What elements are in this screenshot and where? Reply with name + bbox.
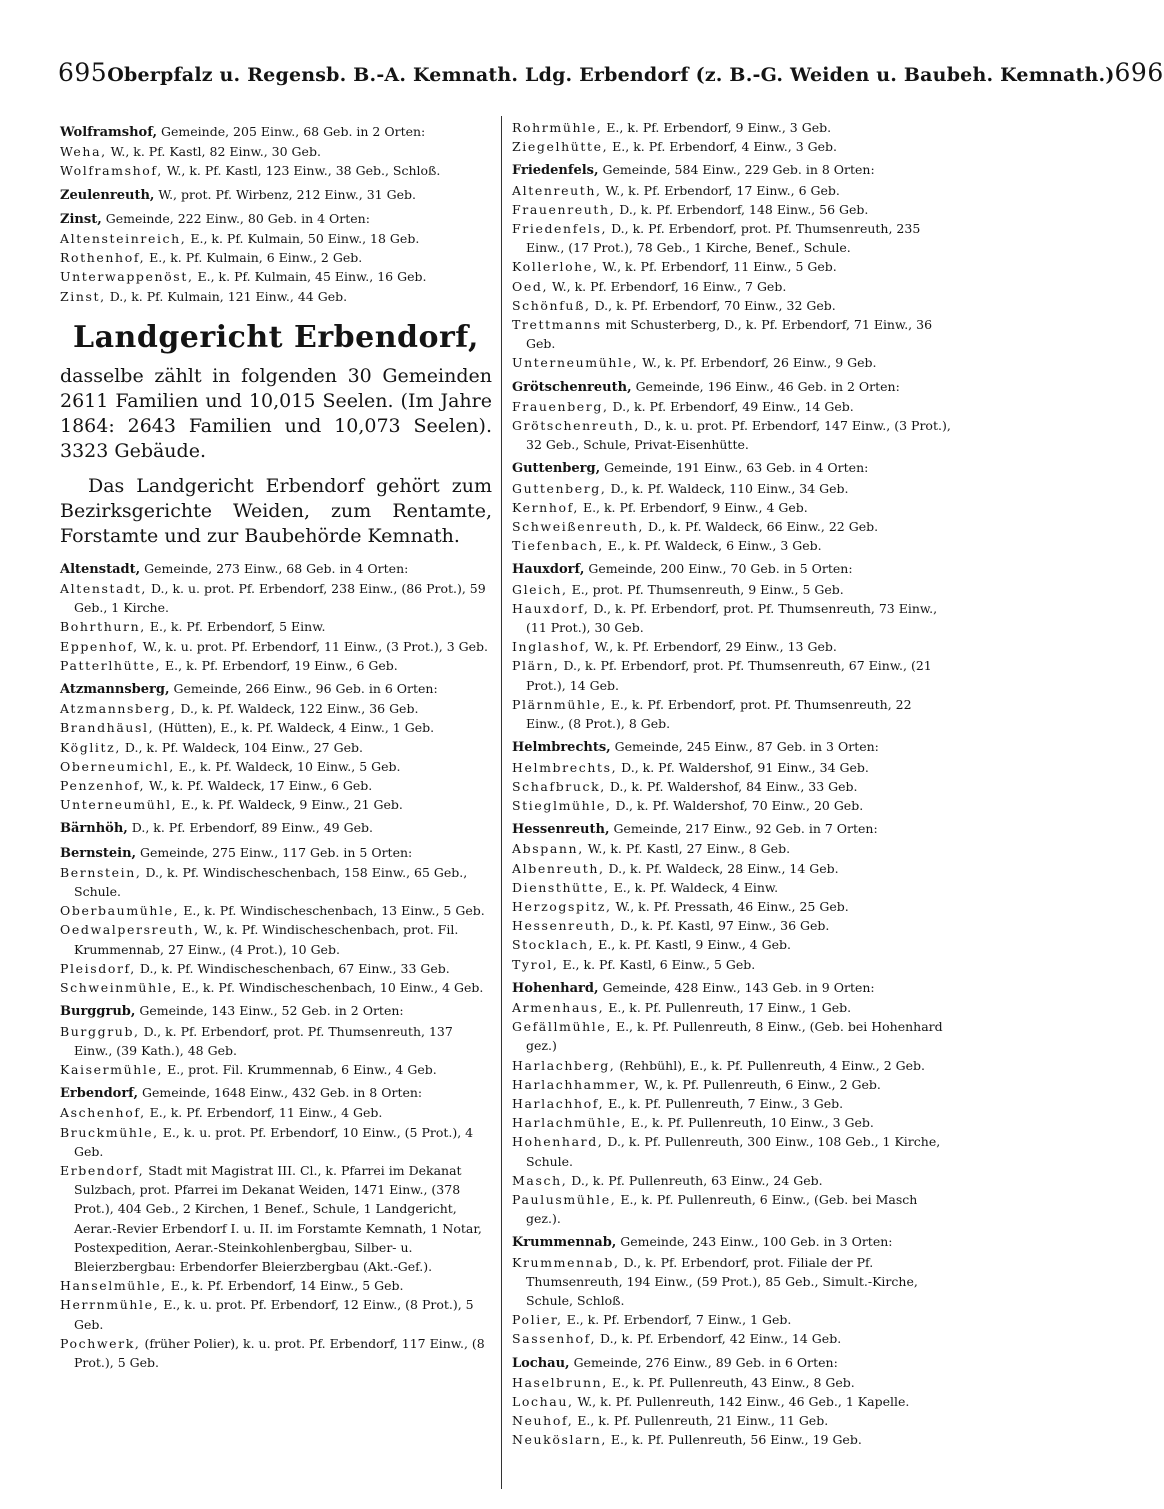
place-entry xyxy=(60,142,492,161)
place-name: Herzogspitz, xyxy=(512,898,612,914)
entry-details: (Hütten), E., k. Pf. Waldeck, 4 Einw., 1 Geb. xyxy=(154,720,435,736)
municipality-entry xyxy=(512,978,952,998)
place-name: Zeulenreuth, xyxy=(60,187,155,203)
place-name: Gleich, xyxy=(512,581,568,597)
municipality-entry xyxy=(512,160,952,180)
place-name: Harlachhof, xyxy=(512,1095,605,1111)
entry-details: E., k. Pf. Erbendorf, prot. Pf. Thumsenreuth, 22 Einw., (8 Prot.), 8 Geb. xyxy=(526,696,912,732)
place-entry xyxy=(60,1060,492,1079)
place-name: Gefällmühle, xyxy=(512,1019,612,1035)
place-entry xyxy=(60,161,492,180)
place-entry xyxy=(512,897,952,916)
place-name: Harlachberg, xyxy=(512,1057,616,1073)
place-entry xyxy=(512,1113,952,1132)
place-name: Pleisdorf, xyxy=(60,960,136,976)
place-name: Bohrthurn, xyxy=(60,619,146,635)
entry-details: D., k. Pf. Windischeschenbach, 158 Einw., 65 Geb., Schule. xyxy=(74,864,468,900)
place-entry xyxy=(512,1171,952,1190)
entry-details: E., k. Pf. Pullenreuth, 7 Einw., 3 Geb. xyxy=(604,1095,844,1111)
page-number-left: 695 xyxy=(58,58,108,87)
place-entry xyxy=(60,863,492,901)
place-entry xyxy=(60,248,492,267)
place-name: Pochwerk, xyxy=(60,1335,141,1351)
entry-details: (früher Polier), k. u. prot. Pf. Erbendorf, 117 Einw., (8 Prot.), 5 Geb. xyxy=(74,1335,485,1370)
place-name: Herrnmühle, xyxy=(60,1297,160,1313)
entry-details: W., k. Pf. Pullenreuth, 142 Einw., 46 Geb., 1 Kapelle. xyxy=(573,1394,910,1409)
place-entry xyxy=(60,579,492,617)
place-entry xyxy=(512,656,952,694)
place-name: Krummennab, xyxy=(512,1235,617,1251)
left-column xyxy=(60,118,492,1491)
place-name: Eppenhof, xyxy=(60,638,139,654)
entry-details: D., k. Pf. Waldeck, 104 Einw., 27 Geb. xyxy=(120,739,363,755)
entry-details: Gemeinde, 276 Einw., 89 Geb. in 6 Orten: xyxy=(569,1354,838,1370)
place-entry xyxy=(60,1295,492,1333)
place-name: Wolframshof, xyxy=(60,163,163,179)
place-name: Erbendorf, xyxy=(60,1162,145,1178)
entry-details: Gemeinde, 275 Einw., 117 Geb. in 5 Orten: xyxy=(136,844,413,860)
place-entry xyxy=(512,257,952,276)
place-name: Köglitz, xyxy=(60,739,121,755)
place-entry xyxy=(512,1075,952,1094)
place-name: Tiefenbach, xyxy=(512,538,604,554)
place-entry xyxy=(60,901,492,920)
place-name: Zinst, xyxy=(60,211,102,227)
entry-details: Gemeinde, 217 Einw., 92 Geb. in 7 Orten: xyxy=(609,821,878,837)
municipality-entry xyxy=(60,1001,492,1021)
entry-details: W., k. Pf. Windischeschenbach, prot. Fil. Krummennab, 27 Einw., (4 Prot.), 10 Geb. xyxy=(74,922,459,957)
place-entry xyxy=(512,599,952,637)
entry-details: Gemeinde, 243 Einw., 100 Geb. in 3 Orten: xyxy=(616,1234,893,1250)
place-name: Harlachhammer, xyxy=(512,1076,641,1092)
place-entry xyxy=(512,637,952,656)
place-name: Inglashof, xyxy=(512,639,591,655)
place-name: Ziegelhütte, xyxy=(512,139,609,155)
place-name: Brandhäusl, xyxy=(60,720,155,736)
intro-paragraph: Das Landgericht Erbendorf gehört zum Bezirksgerichte Weiden, zum Rentamte, Forstamte und zur Baubehörde Kemnath. xyxy=(60,474,492,547)
entry-details: W., k. u. prot. Pf. Erbendorf, 11 Einw., (3 Prot.), 3 Geb. xyxy=(138,638,488,654)
municipality-entry xyxy=(60,559,492,579)
entry-details: Gemeinde, 196 Einw., 46 Geb. in 2 Orten: xyxy=(631,378,900,394)
entry-details: D., k. Pf. Erbendorf, prot. Pf. Thumsenreuth, 73 Einw., (11 Prot.), 30 Geb. xyxy=(526,600,938,636)
entry-details: E., k. u. prot. Pf. Erbendorf, 12 Einw., (8 Prot.), 5 Geb. xyxy=(74,1297,474,1332)
municipality-entry xyxy=(60,185,492,205)
entry-details: Gemeinde, 143 Einw., 52 Geb. in 2 Orten: xyxy=(135,1003,404,1019)
place-entry xyxy=(512,1392,952,1411)
entry-details: D., k. Pf. Waldeck, 110 Einw., 34 Geb. xyxy=(606,480,849,496)
place-name: Abspann, xyxy=(512,841,584,857)
place-entry xyxy=(60,1161,492,1276)
place-entry xyxy=(60,738,492,757)
place-entry xyxy=(60,656,492,675)
place-name: Stieglmühle, xyxy=(512,797,612,813)
entry-details: E., k. Pf. Kulmain, 45 Einw., 16 Geb. xyxy=(193,269,427,285)
place-name: Penzenhof, xyxy=(60,778,146,794)
entry-details: E., k. Pf. Windischeschenbach, 13 Einw., 5 Geb. xyxy=(179,903,485,919)
entry-details: D., k. Pf. Windischeschenbach, 67 Einw., 33 Geb. xyxy=(135,960,450,976)
place-name: Harlachmühle, xyxy=(512,1115,627,1131)
entry-details: D., k. Pf. Waldeck, 122 Einw., 36 Geb. xyxy=(176,701,419,717)
place-name: Kernhof, xyxy=(512,499,579,515)
place-name: Oberneumichl, xyxy=(60,758,175,774)
municipality-entry xyxy=(512,737,952,757)
municipality-entry xyxy=(512,559,952,579)
entry-details: D., k. u. prot. Pf. Erbendorf, 147 Einw., (3 Prot.), 32 Geb., Schule, Privat-Eisenhütte. xyxy=(526,418,951,453)
page-number-right: 696 xyxy=(1114,58,1164,87)
entry-details: W., k. Pf. Kastl, 123 Einw., 38 Geb., Schloß. xyxy=(162,163,441,179)
place-name: Frauenberg, xyxy=(512,398,609,414)
place-entry xyxy=(512,397,952,416)
municipality-entry xyxy=(512,458,952,478)
municipality-entry xyxy=(512,377,952,397)
entry-details: W., k. Pf. Erbendorf, 17 Einw., 6 Geb. xyxy=(601,182,840,198)
municipality-entry xyxy=(60,209,492,229)
place-name: Hauxdorf, xyxy=(512,562,585,578)
entry-details: E., k. Pf. Erbendorf, 9 Einw., 3 Geb. xyxy=(602,120,832,135)
entry-details: W., k. Pf. Kastl, 82 Einw., 30 Geb. xyxy=(106,144,321,160)
place-name: Unterneumühle, xyxy=(512,355,639,371)
place-name: Helmbrechts, xyxy=(512,740,611,756)
place-name: Atzmannsberg, xyxy=(60,701,177,717)
entry-details: W., k. Pf. Erbendorf, 26 Einw., 9 Geb. xyxy=(638,355,877,371)
entry-details: D., k. Pf. Erbendorf, prot. Pf. Thumsenreuth, 137 Einw., (39 Kath.), 48 Geb. xyxy=(74,1023,453,1058)
entry-details: Gemeinde, 1648 Einw., 432 Geb. in 8 Orten: xyxy=(138,1085,423,1101)
place-entry xyxy=(512,353,952,372)
entry-details: (Rehbühl), E., k. Pf. Pullenreuth, 4 Einw., 2 Geb. xyxy=(615,1057,925,1073)
place-entry xyxy=(512,277,952,296)
entry-details: E., k. Pf. Pullenreuth, 10 Einw., 3 Geb. xyxy=(626,1115,874,1131)
entry-details: D., k. Pf. Erbendorf, 42 Einw., 14 Geb. xyxy=(596,1331,842,1347)
place-entry xyxy=(60,617,492,636)
place-entry xyxy=(60,757,492,776)
place-name: Plärnmühle, xyxy=(512,696,607,712)
place-name: Hessenreuth, xyxy=(512,822,610,838)
place-entry xyxy=(512,118,952,137)
entry-details: W., k. Pf. Pullenreuth, 6 Einw., 2 Geb. xyxy=(640,1076,881,1092)
place-name: Hohenhard, xyxy=(512,980,599,996)
place-entry xyxy=(512,916,952,935)
place-name: Stocklach, xyxy=(512,937,595,953)
entry-details: E., k. Pf. Pullenreuth, 8 Einw., (Geb. bei Hohenhard gez.) xyxy=(526,1019,943,1054)
place-entry xyxy=(512,1132,952,1170)
place-name: Hauxdorf, xyxy=(512,600,590,616)
place-name: Trettmanns xyxy=(512,317,602,333)
place-entry xyxy=(60,229,492,248)
place-name: Schweinmühle, xyxy=(60,980,178,996)
right-column xyxy=(512,118,952,1491)
entry-details: W., k. Pf. Erbendorf, 29 Einw., 13 Geb. xyxy=(590,639,837,655)
place-name: Bruckmühle, xyxy=(60,1124,159,1140)
entry-details: E., k. Pf. Windischeschenbach, 10 Einw., 4 Geb. xyxy=(177,980,484,996)
place-name: Zinst, xyxy=(60,288,106,304)
entry-details: E., k. Pf. Erbendorf, 19 Einw., 6 Geb. xyxy=(161,657,398,673)
place-name: Neuköslarn, xyxy=(512,1432,607,1448)
entry-details: D., k. Pf. Waldershof, 70 Einw., 20 Geb. xyxy=(611,797,864,813)
entry-details: D., k. Pf. Erbendorf, 148 Einw., 56 Geb. xyxy=(615,201,869,217)
entry-details: D., k. Pf. Waldershof, 91 Einw., 34 Geb. xyxy=(617,759,869,775)
running-title: Oberpfalz u. Regensb. B.-A. Kemnath. Ldg. Erbendorf (z. B.-G. Weiden u. Baubeh. Kemnath.) xyxy=(107,64,1115,86)
entry-details: E., k. Pf. Kastl, 9 Einw., 4 Geb. xyxy=(594,937,791,953)
place-name: Kaisermühle, xyxy=(60,1061,164,1077)
entry-details: W., k. Pf. Pressath, 46 Einw., 25 Geb. xyxy=(611,898,849,914)
place-entry xyxy=(512,695,952,733)
place-name: Plärn, xyxy=(512,658,560,674)
place-entry xyxy=(512,416,952,454)
place-name: Armenhaus, xyxy=(512,999,605,1015)
entry-details: D., k. Pf. Erbendorf, 49 Einw., 14 Geb. xyxy=(608,398,854,414)
entry-details: W., prot. Pf. Wirbenz, 212 Einw., 31 Geb. xyxy=(154,186,416,202)
entry-details: E., k. Pf. Erbendorf, 5 Einw. xyxy=(145,619,326,635)
place-entry xyxy=(60,287,492,306)
place-entry xyxy=(512,1056,952,1075)
place-entry xyxy=(60,959,492,978)
place-entry xyxy=(512,137,952,156)
page-header xyxy=(58,58,1164,94)
entry-details: Gemeinde, 266 Einw., 96 Geb. in 6 Orten: xyxy=(169,681,438,697)
entry-details: D., k. Pf. Kastl, 97 Einw., 36 Geb. xyxy=(616,918,830,934)
place-entry xyxy=(512,536,952,555)
place-entry xyxy=(60,267,492,286)
entry-details: mit Schusterberg, D., k. Pf. Erbendorf, 71 Einw., 36 Geb. xyxy=(526,317,933,352)
place-name: Grötschenreuth, xyxy=(512,379,632,395)
entry-details: Gemeinde, 191 Einw., 63 Geb. in 4 Orten: xyxy=(600,460,869,476)
entry-details: E., k. Pf. Erbendorf, 14 Einw., 5 Geb. xyxy=(166,1278,404,1294)
place-entry xyxy=(512,878,952,897)
place-entry xyxy=(60,1022,492,1060)
entry-details: Gemeinde, 245 Einw., 87 Geb. in 3 Orten: xyxy=(610,739,879,755)
place-name: Friedenfels, xyxy=(512,163,599,179)
place-entry xyxy=(512,200,952,219)
place-entry xyxy=(512,219,952,257)
place-entry xyxy=(512,777,952,796)
entry-details: Stadt mit Magistrat III. Cl., k. Pfarrei im Dekanat Sulzbach, prot. Pfarrei im Dekanat Weiden, 1471 Einw., (378 Prot.), 404 Geb., 2 Kirchen, 1 Benef., Schule, 1 Landgericht, Aerar.-Revier Erbendorf I. u. II. im Forstamte Kemnath, 1 Notar, Postexpedition, Aerar.-Steinkohlenbergbau, Silber- u. Bleierzbergbau: Erbendorfer Bleierzbergbau (Akt.-Gef.). xyxy=(74,1162,482,1274)
entry-details: E., k. Pf. Pullenreuth, 17 Einw., 1 Geb. xyxy=(604,999,852,1015)
place-name: Schönfuß, xyxy=(512,297,591,313)
intro-paragraph: dasselbe zählt in folgenden 30 Gemeinden 2611 Familien und 10,015 Seelen. (Im Jahre 1864: 2643 Familien und 10,073 Seelen). 3323 Gebäude. xyxy=(60,364,492,462)
place-entry xyxy=(512,955,952,974)
place-entry xyxy=(512,498,952,517)
entry-details: Gemeinde, 200 Einw., 70 Geb. in 5 Orten: xyxy=(584,561,853,577)
place-name: Rohrmühle, xyxy=(512,120,603,135)
place-name: Neuhof, xyxy=(512,1413,574,1429)
place-entry xyxy=(512,1253,952,1311)
place-name: Altensteinreich, xyxy=(60,231,187,247)
place-name: Guttenberg, xyxy=(512,480,607,496)
place-entry xyxy=(512,796,952,815)
place-name: Oed, xyxy=(512,278,549,294)
entry-details: D., k. Pf. Erbendorf, 70 Einw., 32 Geb. xyxy=(590,297,836,313)
place-name: Atzmannsberg, xyxy=(60,682,170,698)
place-entry xyxy=(512,1310,952,1329)
entry-details: E., k. Pf. Waldeck, 6 Einw., 3 Geb. xyxy=(603,538,822,554)
place-name: Hanselmühle, xyxy=(60,1278,167,1294)
place-entry xyxy=(512,315,952,353)
entry-details: E., k. Pf. Waldeck, 10 Einw., 5 Geb. xyxy=(174,758,401,774)
column-divider xyxy=(501,116,502,1489)
entry-details: E., k. Pf. Erbendorf, 11 Einw., 4 Geb. xyxy=(145,1105,383,1121)
place-entry xyxy=(60,699,492,718)
place-name: Unterneumühl, xyxy=(60,797,178,813)
section-title: Landgericht Erbendorf, xyxy=(73,319,479,355)
place-name: Sassenhof, xyxy=(512,1331,597,1347)
place-name: Helmbrechts, xyxy=(512,759,618,775)
municipality-entry xyxy=(512,1232,952,1252)
entry-details: E., k. Pf. Waldeck, 9 Einw., 21 Geb. xyxy=(177,797,403,813)
entry-details: D., k. Pf. Erbendorf, prot. Pf. Thumsenreuth, 235 Einw., (17 Prot.), 78 Geb., 1 Kirche, Benef., Schule. xyxy=(526,221,921,256)
place-name: Paulusmühle, xyxy=(512,1191,617,1207)
entry-details: E., prot. Fil. Krummennab, 6 Einw., 4 Geb. xyxy=(163,1061,437,1077)
place-name: Bernstein, xyxy=(60,864,142,880)
entry-details: E., k. Pf. Pullenreuth, 43 Einw., 8 Geb. xyxy=(607,1374,855,1390)
place-name: Friedenfels, xyxy=(512,221,608,237)
entry-details: D., k. Pf. Erbendorf, prot. Pf. Thumsenreuth, 67 Einw., (21 Prot.), 14 Geb. xyxy=(526,658,932,693)
entry-details: E., k. Pf. Kastl, 6 Einw., 5 Geb. xyxy=(558,956,756,972)
place-entry xyxy=(512,1094,952,1113)
place-entry xyxy=(512,1017,952,1055)
place-name: Hessenreuth, xyxy=(512,918,617,934)
place-name: Unterwappenöst, xyxy=(60,269,194,285)
entry-details: E., k. Pf. Kulmain, 50 Einw., 18 Geb. xyxy=(186,231,420,247)
place-entry xyxy=(512,859,952,878)
entry-details: W., k. Pf. Erbendorf, 16 Einw., 7 Geb. xyxy=(548,278,787,294)
entry-details: W., k. Pf. Waldeck, 17 Einw., 6 Geb. xyxy=(145,778,373,794)
place-name: Oberbaumühle, xyxy=(60,903,180,919)
entry-details: E., k. Pf. Pullenreuth, 21 Einw., 11 Geb. xyxy=(573,1413,829,1429)
place-entry xyxy=(512,181,952,200)
entry-details: E., k. Pf. Pullenreuth, 6 Einw., (Geb. bei Masch gez.). xyxy=(526,1191,918,1227)
place-name: Burggrub, xyxy=(60,1023,140,1039)
place-name: Altenstadt, xyxy=(60,561,141,577)
place-name: Altenstadt, xyxy=(60,581,147,597)
entry-details: E., k. Pf. Erbendorf, 4 Einw., 3 Geb. xyxy=(608,139,837,155)
entry-details: Gemeinde, 205 Einw., 68 Geb. in 2 Orten: xyxy=(157,124,426,139)
municipality-entry xyxy=(60,843,492,863)
place-entry xyxy=(512,1411,952,1430)
entry-details: E., k. Pf. Erbendorf, 7 Einw., 1 Geb. xyxy=(562,1312,792,1328)
place-entry xyxy=(512,1430,952,1449)
place-entry xyxy=(512,1190,952,1228)
place-name: Krummennab, xyxy=(512,1254,620,1270)
place-name: Aschenhof, xyxy=(60,1105,146,1121)
place-name: Schafbruck, xyxy=(512,778,606,794)
place-entry xyxy=(512,1329,952,1348)
entry-details: W., k. Pf. Kastl, 27 Einw., 8 Geb. xyxy=(583,841,791,857)
place-name: Kollerlohe, xyxy=(512,259,599,275)
municipality-entry xyxy=(60,818,492,838)
place-name: Patterlhütte, xyxy=(60,657,162,673)
place-name: Erbendorf, xyxy=(60,1086,139,1102)
place-entry xyxy=(60,978,492,997)
entry-details: D., k. Pf. Waldeck, 28 Einw., 14 Geb. xyxy=(604,860,839,876)
municipality-entry xyxy=(512,819,952,839)
place-name: Lochau, xyxy=(512,1394,574,1409)
place-name: Bernstein, xyxy=(60,845,137,861)
place-name: Schweißenreuth, xyxy=(512,519,644,535)
place-entry xyxy=(512,998,952,1017)
municipality-entry xyxy=(60,1083,492,1103)
place-name: Haselbrunn, xyxy=(512,1374,608,1390)
place-entry xyxy=(60,637,492,656)
entry-details: Gemeinde, 222 Einw., 80 Geb. in 4 Orten: xyxy=(101,210,370,226)
entry-details: D., k. Pf. Kulmain, 121 Einw., 44 Geb. xyxy=(105,288,348,304)
place-name: Hohenhard, xyxy=(512,1134,604,1150)
entry-details: E., k. Pf. Erbendorf, 9 Einw., 4 Geb. xyxy=(578,499,808,515)
entry-details: D., k. u. prot. Pf. Erbendorf, 238 Einw., (86 Prot.), 59 Geb., 1 Kirche. xyxy=(74,581,486,616)
entry-details: Gemeinde, 428 Einw., 143 Geb. in 9 Orten: xyxy=(598,979,875,995)
entry-details: E., k. Pf. Waldeck, 4 Einw. xyxy=(609,879,779,895)
place-entry xyxy=(512,517,952,536)
entry-details: Gemeinde, 273 Einw., 68 Geb. in 4 Orten: xyxy=(140,560,409,576)
place-name: Diensthütte, xyxy=(512,879,610,895)
place-entry xyxy=(60,795,492,814)
entry-details: D., k. Pf. Pullenreuth, 63 Einw., 24 Geb. xyxy=(567,1172,823,1188)
place-name: Altenreuth, xyxy=(512,182,602,198)
entry-details: E., k. Pf. Kulmain, 6 Einw., 2 Geb. xyxy=(145,250,363,266)
place-entry xyxy=(60,1123,492,1161)
entry-details: D., k. Pf. Waldershof, 84 Einw., 33 Geb. xyxy=(605,778,858,794)
place-entry xyxy=(512,839,952,858)
place-name: Lochau, xyxy=(512,1355,570,1371)
municipality-entry xyxy=(60,679,492,699)
place-entry xyxy=(60,718,492,737)
place-name: Grötschenreuth, xyxy=(512,418,640,434)
place-entry xyxy=(60,1103,492,1122)
place-name: Wolframshof, xyxy=(60,125,158,140)
place-name: Albenreuth, xyxy=(512,860,605,876)
entry-details: D., k. Pf. Erbendorf, prot. Filiale der Pf. Thumsenreuth, 194 Einw., (59 Prot.), 85 Geb., Simult.-Kirche, Schule, Schloß. xyxy=(526,1254,918,1308)
place-name: Rothenhof, xyxy=(60,250,146,266)
place-entry xyxy=(512,296,952,315)
place-entry xyxy=(512,758,952,777)
entry-details: E., prot. Pf. Thumsenreuth, 9 Einw., 5 Geb. xyxy=(567,581,844,597)
place-entry xyxy=(512,479,952,498)
entry-details: Gemeinde, 584 Einw., 229 Geb. in 8 Orten: xyxy=(598,162,875,178)
place-entry xyxy=(60,1334,492,1372)
place-entry xyxy=(60,1276,492,1295)
place-entry xyxy=(512,1373,952,1392)
place-name: Oedwalpersreuth, xyxy=(60,922,200,938)
place-entry xyxy=(60,920,492,958)
place-name: Burggrub, xyxy=(60,1004,136,1020)
municipality-entry xyxy=(60,122,492,142)
place-name: Tyrol, xyxy=(512,956,559,972)
place-name: Bärnhöh, xyxy=(60,821,128,837)
entry-details: E., k. Pf. Pullenreuth, 56 Einw., 19 Geb. xyxy=(606,1432,862,1448)
municipality-entry xyxy=(512,1353,952,1373)
entry-details: D., k. Pf. Pullenreuth, 300 Einw., 108 Geb., 1 Kirche, Schule. xyxy=(526,1134,941,1169)
entry-details: D., k. Pf. Erbendorf, 89 Einw., 49 Geb. xyxy=(127,820,373,836)
place-entry xyxy=(60,776,492,795)
place-name: Frauenreuth, xyxy=(512,201,616,217)
place-name: Guttenberg, xyxy=(512,461,601,477)
entry-details: E., k. u. prot. Pf. Erbendorf, 10 Einw., (5 Prot.), 4 Geb. xyxy=(74,1124,474,1159)
place-entry xyxy=(512,580,952,599)
place-entry xyxy=(512,935,952,954)
entry-details: W., k. Pf. Erbendorf, 11 Einw., 5 Geb. xyxy=(598,259,837,275)
place-name: Weha, xyxy=(60,144,107,160)
place-name: Masch, xyxy=(512,1172,568,1188)
entry-details: D., k. Pf. Waldeck, 66 Einw., 22 Geb. xyxy=(643,519,879,535)
place-name: Polier, xyxy=(512,1312,563,1328)
